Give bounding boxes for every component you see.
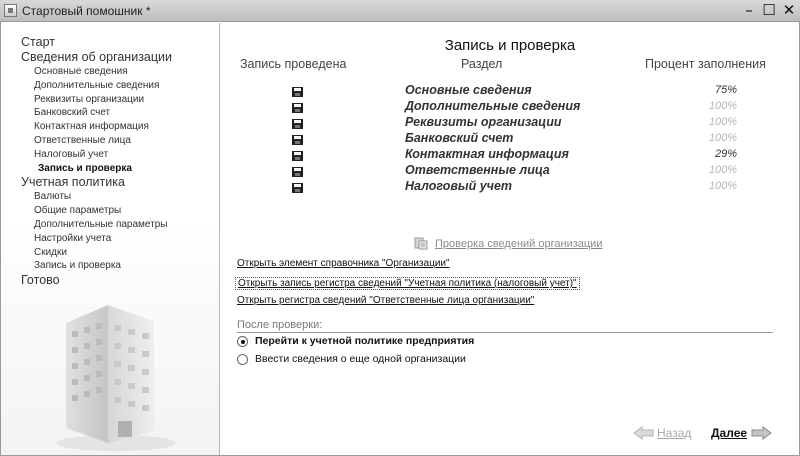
percent-value: 100% [708,180,737,192]
page-title: Запись и проверка [444,37,576,54]
percent-value: 29% [714,148,737,160]
save-disk-icon [292,151,303,161]
section-name: Налоговый учет [405,179,513,193]
save-disk-icon [292,119,303,129]
nav-item-policy-save-check[interactable]: Запись и проверка [34,260,121,272]
nav-item-save-check-active[interactable]: Запись и проверка [38,162,132,174]
nav-item-general-params[interactable]: Общие параметры [34,205,122,217]
next-button[interactable] [711,425,772,443]
close-button[interactable]: ✕ [782,1,796,19]
window-title: Стартовый помошник * [22,4,151,18]
open-responsible-persons-link[interactable]: Открыть регистра сведений "Ответственные лица организации" [237,295,535,306]
back-button[interactable] [633,425,691,443]
main-panel [221,23,799,455]
nav-item-bank-account[interactable]: Банковский счет [34,107,111,119]
divider [237,332,773,333]
back-label: Назад [657,425,692,440]
open-accounting-policy-link[interactable]: Открыть запись регистра сведений "Учетная политика (налоговый учет)" [235,277,580,290]
after-check-label: После проверки: [237,319,323,331]
column-header-section: Раздел [461,57,503,71]
nav-item-additional-info[interactable]: Дополнительные сведения [34,79,160,91]
nav-item-discounts[interactable]: Скидки [34,246,67,258]
nav-item-start[interactable]: Старт [21,35,55,49]
table-row [221,179,799,195]
nav-item-done[interactable]: Готово [21,273,60,288]
table-row [221,115,799,131]
table-row [221,163,799,179]
arrow-left-icon [633,426,655,440]
save-disk-icon [292,167,303,177]
section-name: Банковский счет [405,131,514,145]
radio-unselected[interactable] [237,354,248,365]
section-name: Основные сведения [405,83,532,97]
nav-item-responsible[interactable]: Ответственные лица [34,134,131,146]
save-disk-icon [292,103,303,113]
check-organization-link[interactable]: Проверка сведений организации [435,238,603,250]
building-illustration [46,293,176,453]
wizard-navigation [1,23,220,455]
table-row [221,99,799,115]
nav-item-tax[interactable]: Налоговый учет [34,148,109,160]
save-disk-icon [292,183,303,193]
minimize-button[interactable]: – [745,1,753,19]
nav-item-organization[interactable]: Сведения об организации [21,50,172,64]
nav-item-main-info[interactable]: Основные сведения [34,66,128,77]
section-name: Дополнительные сведения [405,99,581,113]
nav-item-accounting-policy[interactable]: Учетная политика [21,175,125,190]
table-row [221,147,799,163]
table-row [221,131,799,147]
column-header-status: Запись проведена [240,57,347,71]
window-titlebar [0,0,800,22]
section-name: Контактная информация [405,147,569,161]
option-label: Ввести сведения о еще одной организации [255,353,466,365]
save-disk-icon [292,135,303,145]
percent-value: 100% [708,164,737,176]
percent-value: 100% [708,100,737,112]
nav-item-contact-info[interactable]: Контактная информация [34,121,149,133]
open-organization-link[interactable]: Открыть элемент справочника "Организации" [237,258,450,269]
section-name: Реквизиты организации [405,115,562,129]
table-row [221,83,799,99]
next-label: Далее [711,425,748,440]
section-name: Ответственные лица [405,163,550,177]
document-check-icon [414,236,428,250]
percent-value: 100% [708,132,737,144]
arrow-right-icon [750,426,772,440]
nav-list [1,35,219,288]
save-disk-icon [292,87,303,97]
column-header-percent: Процент заполнения [645,57,766,71]
nav-item-accounting-settings[interactable]: Настройки учета [34,232,112,244]
radio-selected[interactable] [237,336,248,347]
percent-value: 100% [708,116,737,128]
percent-value: 75% [714,84,737,96]
app-icon [4,4,17,17]
maximize-button[interactable]: ☐ [762,1,776,19]
nav-item-currencies[interactable]: Валюты [34,191,72,203]
nav-item-requisites[interactable]: Реквизиты организации [34,93,145,105]
nav-item-additional-params[interactable]: Дополнительные параметры [34,218,168,230]
option-label: Перейти к учетной политике предприятия [255,335,475,347]
